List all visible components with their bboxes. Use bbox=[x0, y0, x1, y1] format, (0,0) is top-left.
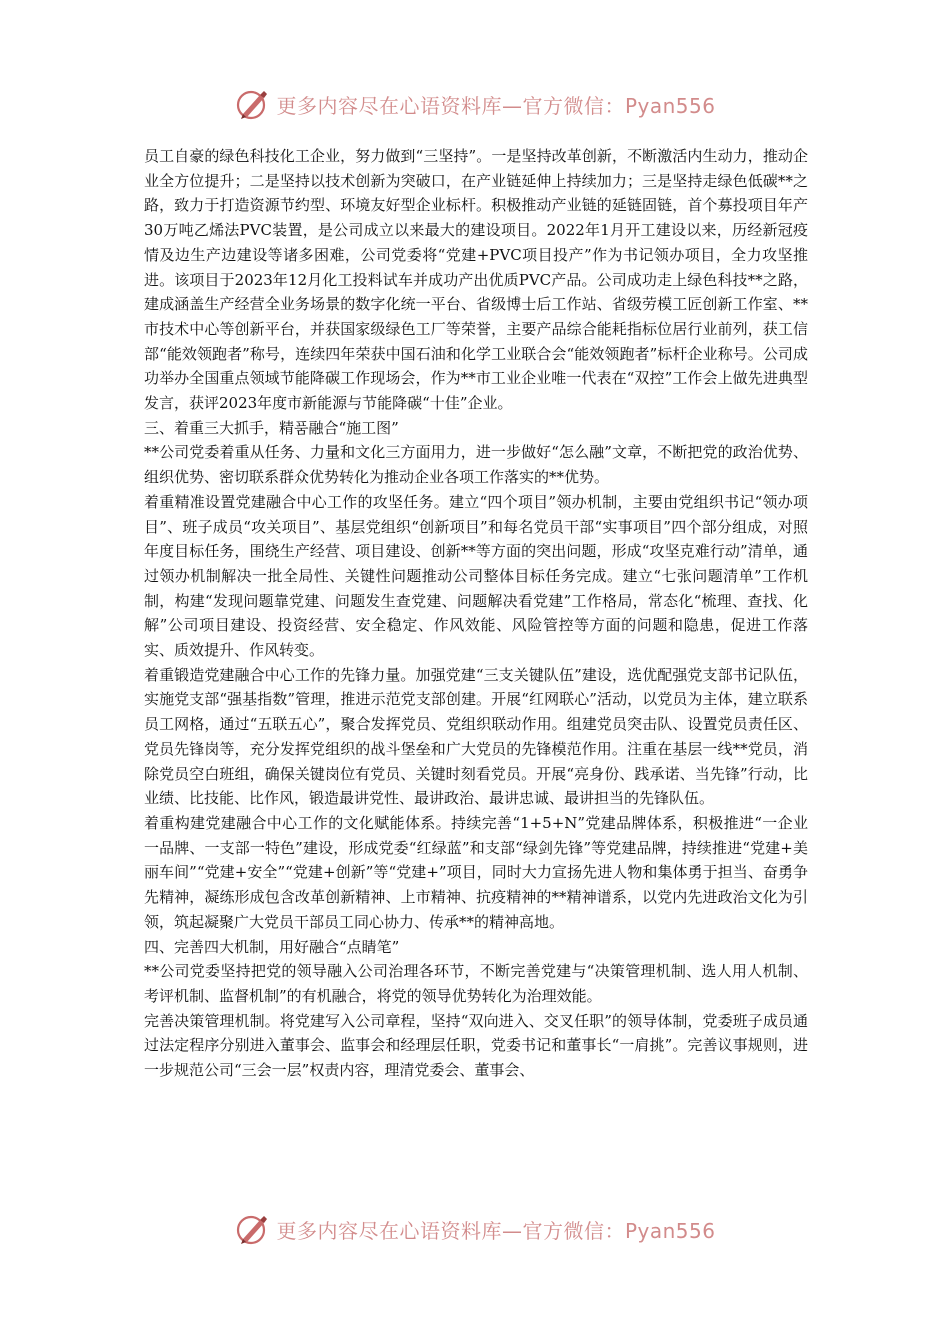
paragraph-vanguard: 着重锻造党建融合中心工作的先锋力量。加强党建“三支关键队伍”建设，选优配强党支部书记队伍，实施党支部“强基指数”管理，推进示范党支部创建。开展“红网联心”活动，以党员为主体，建立联系员工网格，通过“五联五心”，聚合发挥党员、党组织联动作用。组建党员突击队、设置党员责任区、党员先锋岗等，充分发挥党组织的战斗堡垒和广大党员的先锋模范作用。注重在基层一线**党员，消除党员空白班组，确保关键岗位有党员、关键时刻看党员。开展“亮身份、践承诺、当先锋”行动，比业绩、比技能、比作风，锻造最讲党性、最讲政治、最讲忠诚、最讲担当的先锋队伍。 bbox=[144, 665, 808, 808]
paragraph-governance: **公司党委坚持把党的领导融入公司治理各环节，不断完善党建与“决策管理机制、选人用人机制、考评机制、监督机制”的有机融合，将党的领导优势转化为治理效能。 bbox=[144, 962, 808, 1005]
pen-logo-icon bbox=[234, 86, 270, 122]
paragraph-three-efforts: **公司党委着重从任务、力量和文化三方面用力，进一步做好“怎么融”文章，不断把党的政治优势、组织优势、密切联系群众优势转化为推动企业各项工作落实的**优势。 bbox=[144, 443, 808, 487]
paragraph-tasks: 着重精准设置党建融合中心工作的攻坚任务。建立“四个项目”领办机制，主要由党组织书记“领办项目”、班子成员“攻关项目”、基层党组织“创新项目”和每名党员干部“实事项目”四个部分组成，对照年度目标任务，围绕生产经营、项目建设、创新**等方面的突出问题，形成“攻坚克难行动”清单，通过领办机制解决一批全局性、关键性问题推动公司整体目标任务完成。建立“七张问题清单”工作机制，构建“发现问题靠党建、问题发生查党建、问题解决看党建”工作格局，常态化“梳理、查找、化解”公司项目建设、投资经营、安全稳定、作风效能、风险管控等方面的问题和隐患，促进工作落实、质效提升、作风转变。 bbox=[144, 492, 808, 660]
paragraph-green-tech: 员工自豪的绿色科技化工企业，努力做到“三坚持”。一是坚持改革创新，不断激活内生动力，推动企业全方位提升；二是坚持以技术创新为突破口，在产业链延伸上持续加力；三是坚持走绿色低碳**之路，致力于打造资源节约型、环境友好型企业标杆。积极推动产业链的延链固链，首个募投项目年产30万吨乙烯法PVC装置，是公司成立以来最大的建设项目。2022年1月开工建设以来，历经新冠疫情及边生产边建设等诸多困难，公司党委将“党建+PVC项目投产”作为书记领办项目，全力攻坚推进。该项目于2023年12月化工投料试车并成功产出优质PVC产品。公司成功走上绿色科技**之路，建成涵盖生产经营全业务场景的数字化统一平台、省级博士后工作站、省级劳模工匠创新工作室、**市技术中心等创新平台，并获国家级绿色工厂等荣誉，主要产品综合能耗指标位居行业前列，获工信部“能效领跑者”称号，连续四年荣获中国石油和化学工业联合会“能效领跑者”标杆企业称号。公司成功举办全国重点领域节能降碳工作现场会，作为**市工业企业唯一代表在“双控”工作会上做先进典型发言，获评2023年度市新能源与节能降碳“十佳”企业。 bbox=[144, 147, 808, 413]
header-watermark-banner bbox=[0, 84, 950, 124]
document-body bbox=[144, 144, 808, 1083]
footer-watermark-banner bbox=[0, 1209, 950, 1249]
paragraph-culture: 着重构建党建融合中心工作的文化赋能体系。持续完善“1+5+N”党建品牌体系，积极推进“一企业一品牌、一支部一特色”建设，形成党委“红绿蓝”和支部“绿剑先锋”等党建品牌，持续推进“党建+美丽车间”“党建+安全”“党建+创新”等“党建+”项目，同时大力宣扬先进人物和集体勇于担当、奋勇争先精神，凝练形成包含改革创新精神、上市精神、抗疫精神的**精神谱系，以党内先进政治文化为引领，筑起凝聚广大党员干部员工同心协力、传承**的精神高地。 bbox=[144, 813, 808, 931]
paragraph-decision-mechanism: 完善决策管理机制。将党建写入公司章程，坚持“双向进入、交叉任职”的领导体制，党委班子成员通过法定程序分别进入董事会、监事会和经理层任职，党委书记和董事长“一肩挑”。完善议事规则，进一步规范公司“三会一层”权责内容，理清党委会、董事会、 bbox=[144, 1011, 808, 1080]
header-watermark-text: 更多内容尽在心语资料库—官方微信：Pyan556 bbox=[276, 93, 716, 118]
pen-logo-icon bbox=[234, 1211, 270, 1247]
footer-watermark-text: 更多内容尽在心语资料库—官方微信：Pyan556 bbox=[276, 1218, 716, 1243]
heading-section-four: 四、完善四大机制，用好融合“点睛笔” bbox=[144, 937, 400, 956]
heading-section-three: 三、着重三大抓手，精품融合“施工图” bbox=[144, 418, 399, 437]
